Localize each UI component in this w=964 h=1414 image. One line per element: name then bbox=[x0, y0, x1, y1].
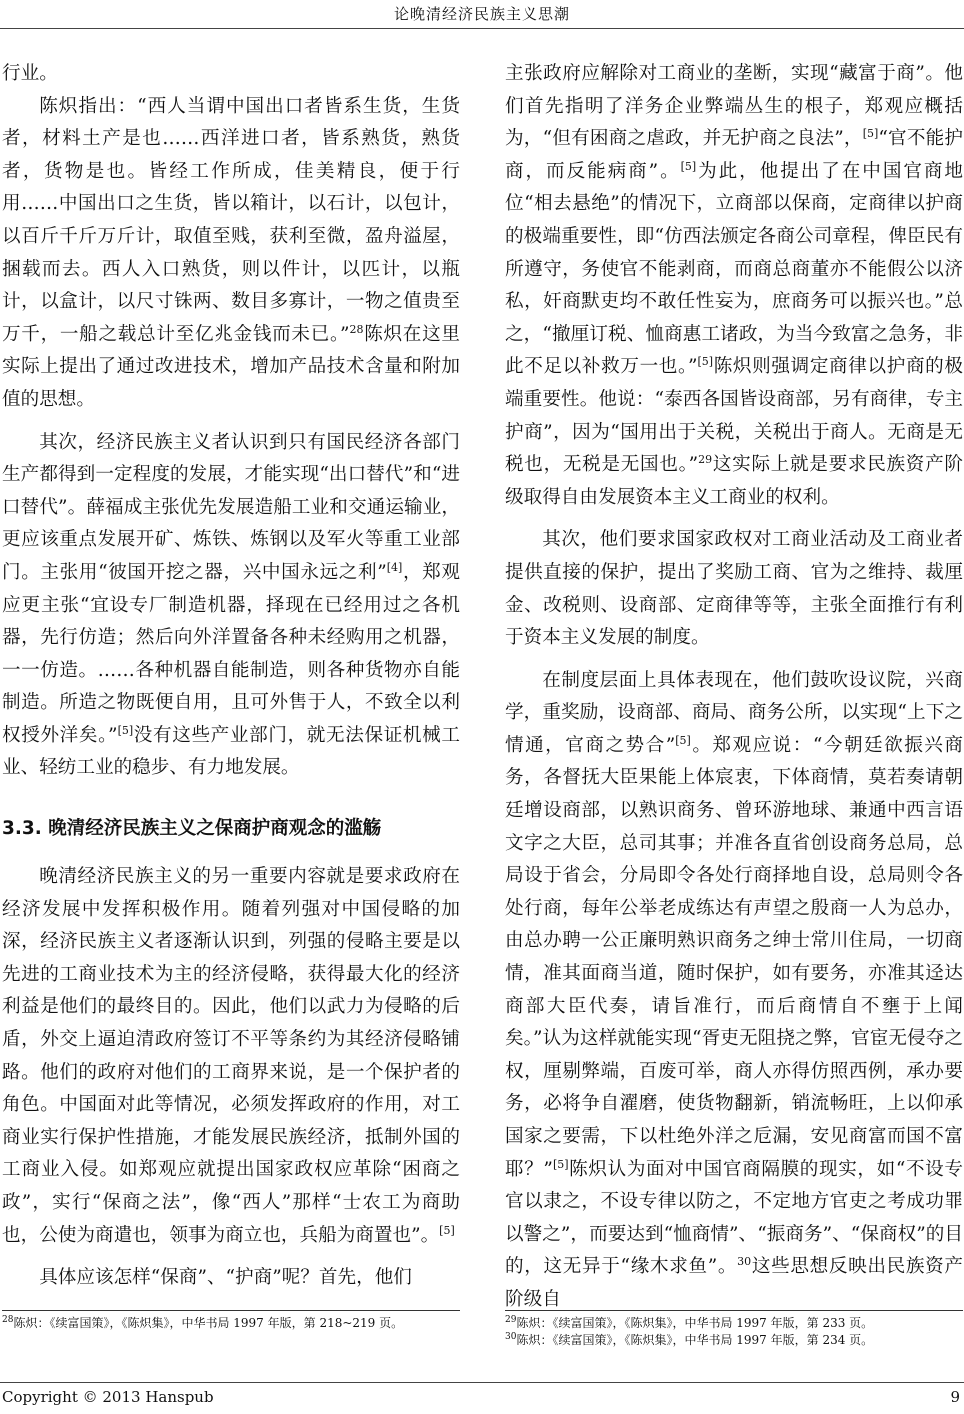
paragraph: 行业。 bbox=[2, 63, 58, 84]
footnote-ref: 28 bbox=[349, 322, 364, 336]
section-heading: 3.3. 晚清经济民族主义之保商护商观念的滥觞 bbox=[2, 818, 382, 840]
citation-ref: [5] bbox=[117, 723, 134, 737]
footnote: $^{29}$陈炽：《续富国策》，《陈炽集》，中华书局 1997 年版，第 233 页。 bbox=[505, 1315, 874, 1330]
footnote: $^{30}$陈炽：《续富国策》，《陈炽集》，中华书局 1997 年版，第 234 页。 bbox=[505, 1332, 874, 1347]
header-rule bbox=[0, 28, 964, 29]
citation-ref: [5] bbox=[697, 355, 714, 369]
paragraph: 陈炽指出：“西人当谓中国出口者皆系生货，生货者，材料土产是也……西洋进口者，皆系熟货，熟货者，货物是也。皆经工作所成，佳美精良，便于行用……中国出口之生货，皆以箱计，以石计，以包计，以百斤千斤万斤计，取值至贱，获利至微，盈舟溢屋，捆载而去。西人入口熟货，则以件计，以匹计，以瓶计，以盒计，以尺寸铢两、数目多寡计，一物之值贵至万千，一船之载总计至亿兆金钱而未已。”$^{28}$陈炽在这里实际上提出了通过改进技术，增加产品技术含量和附加值的思想。 bbox=[2, 95, 460, 410]
citation-ref: [5] bbox=[862, 127, 879, 140]
paragraph: 其次，他们要求国家政权对工商业活动及工商业者提供直接的保护，提出了奖励工商、官为之维持、裁厘金、改税则、设商部、定商律等等，主张全面推行有利于资本主义发展的制度。 bbox=[505, 529, 963, 649]
paragraph: 具体应该怎样“保商”、“护商”呢？首先，他们 bbox=[39, 1267, 412, 1289]
citation-ref: [4] bbox=[386, 560, 403, 574]
right-column bbox=[505, 58, 963, 1317]
footer-rule bbox=[0, 1382, 964, 1383]
footnote-rule bbox=[2, 1310, 460, 1311]
left-column bbox=[2, 58, 460, 1295]
paragraph: 主张政府应解除对工商业的垄断，实现“藏富于商”。他们首先指明了洋务企业弊端丛生的根子，郑观应概括为，“但有困商之虐政，并无护商之良法”，[5]“官不能护商，而反能病商”。[5]为此，他提出了在中国官商地位“相去悬绝”的情况下，立商部以保商，定商律以护商的极端重要性，即“仿西法颁定各商公司章程，俾臣民有所遵守，务使官不能剥商，而商总商董亦不能假公以济私，奸商默吏均不敢任性妄为，庶商务可以振兴也。”总之，“撤厘订税、恤商惠工诸政，为当今致富之急务，非此不足以补救万一也。”[5]陈炽则强调定商律以护商的极端重要性。他说：“泰西各国皆设商部，另有商律，专主护商”，因为“国用出于关税，关税出于商人。无商是无税也，无税是无国也。”$^{29}$这实际上就是要求民族资产阶级取得自由发展资本主义工商业的权利。 bbox=[505, 63, 963, 508]
citation-ref: [5] bbox=[552, 1157, 569, 1171]
footnotes-right bbox=[505, 1310, 963, 1349]
running-header: 论晚清经济民族主义思潮 bbox=[393, 5, 570, 23]
paragraph: 其次，经济民族主义者认识到只有国民经济各部门生产都得到一定程度的发展，才能实现“出口替代”和“进口替代”。薛福成主张优先发展造船工业和交通运输业，更应该重点发展开矿、炼铁、炼钢以及军火等重工业部门。主张用“彼国开挖之器，兴中国永远之利”[4]，郑观应更主张“宜设专厂制造机器，择现在已经用过之各机器，先行仿造；然后向外洋置备各种未经购用之机器，一一仿造。……各种机器自能制造，则各种货物亦自能制造。所造之物既便自用，且可外售于人，不致全以利权授外洋矣。”[5]没有这些产业部门，就无法保证机械工业、轻纺工业的稳步、有力地发展。 bbox=[2, 431, 460, 779]
citation-ref: [5] bbox=[439, 1223, 455, 1237]
paragraph: 晚清经济民族主义的另一重要内容就是要求政府在经济发展中发挥积极作用。随着列强对中国侵略的加深，经济民族主义者逐渐认识到，列强的侵略主要是以先进的工商业技术为主的经济侵略，获得最大化的经济利益是他们的最终目的。因此，他们以武力为侵略的后盾，外交上逼迫清政府签订不平等条约为其经济侵略铺路。他们的政府对他们的工商界来说，是一个保护者的角色。中国面对此等情况，必须发挥政府的作用，对工商业实行保护性措施，才能发展民族经济，抵制外国的工商业入侵。如郑观应就提出国家政权应革除“困商之政”，实行“保商之法”，像“西人”那样“士农工为商助也，公使为商遣也，领事为商立也，兵船为商置也”。[5] bbox=[2, 866, 460, 1246]
footnote-rule bbox=[505, 1310, 963, 1311]
paragraph: 在制度层面上具体表现在，他们鼓吹设议院，兴商学，重奖励，设商部、商局、商务公所，以实现“上下之情通，官商之势合”[5]。郑观应说：“今朝廷欲振兴商务，各督抚大臣果能上体宸衷，下体商情，莫若奏请朝廷增设商部，以熟识商务、曾环游地球、兼通中西言语文字之大臣，总司其事；并准各直省创设商务总局，总局设于省会，分局即令各处行商择地自设，总局则令各处行商，每年公举老成练达有声望之殷商一人为总办，由总办聘一公正廉明熟识商务之绅士常川住局，一切商情，准其面商当道，随时保护，如有要务，亦准其迳达商部大臣代奏，请旨准行，而后商情自不壅于上闻矣。”认为这样就能实现“胥吏无阻挠之弊，官宦无侵夺之权，厘剔弊端，百废可举，商人亦得仿照西例，承办要务，必将争自濯磨，使货物翻新，销流畅旺，上以仰承国家之要需，下以杜绝外洋之卮漏，安见商富而国不富耶？”[5]陈炽认为面对中国官商隔膜的现实，如“不设专官以隶之，不设专律以防之，不定地方官吏之考成功罪以警之”，而要达到“恤商情”、“振商务”、“保商权”的目的，这无异于“缘木求鱼”。$^{30}$这些思想反映出民族资产阶级自 bbox=[505, 669, 963, 1310]
footnote-ref: 30 bbox=[737, 1255, 752, 1269]
footnote-ref: 29 bbox=[698, 452, 713, 466]
footnotes-left bbox=[2, 1310, 460, 1332]
citation-ref: [5] bbox=[680, 159, 697, 173]
footnote: $^{28}$陈炽：《续富国策》，《陈炽集》，中华书局 1997 年版，第 218~219 页。 bbox=[2, 1315, 404, 1330]
page-footer bbox=[0, 1388, 964, 1408]
copyright-notice: Copyright © 2013 Hanspub bbox=[2, 1388, 214, 1406]
page-number: 9 bbox=[950, 1388, 960, 1406]
citation-ref: [5] bbox=[675, 733, 691, 747]
